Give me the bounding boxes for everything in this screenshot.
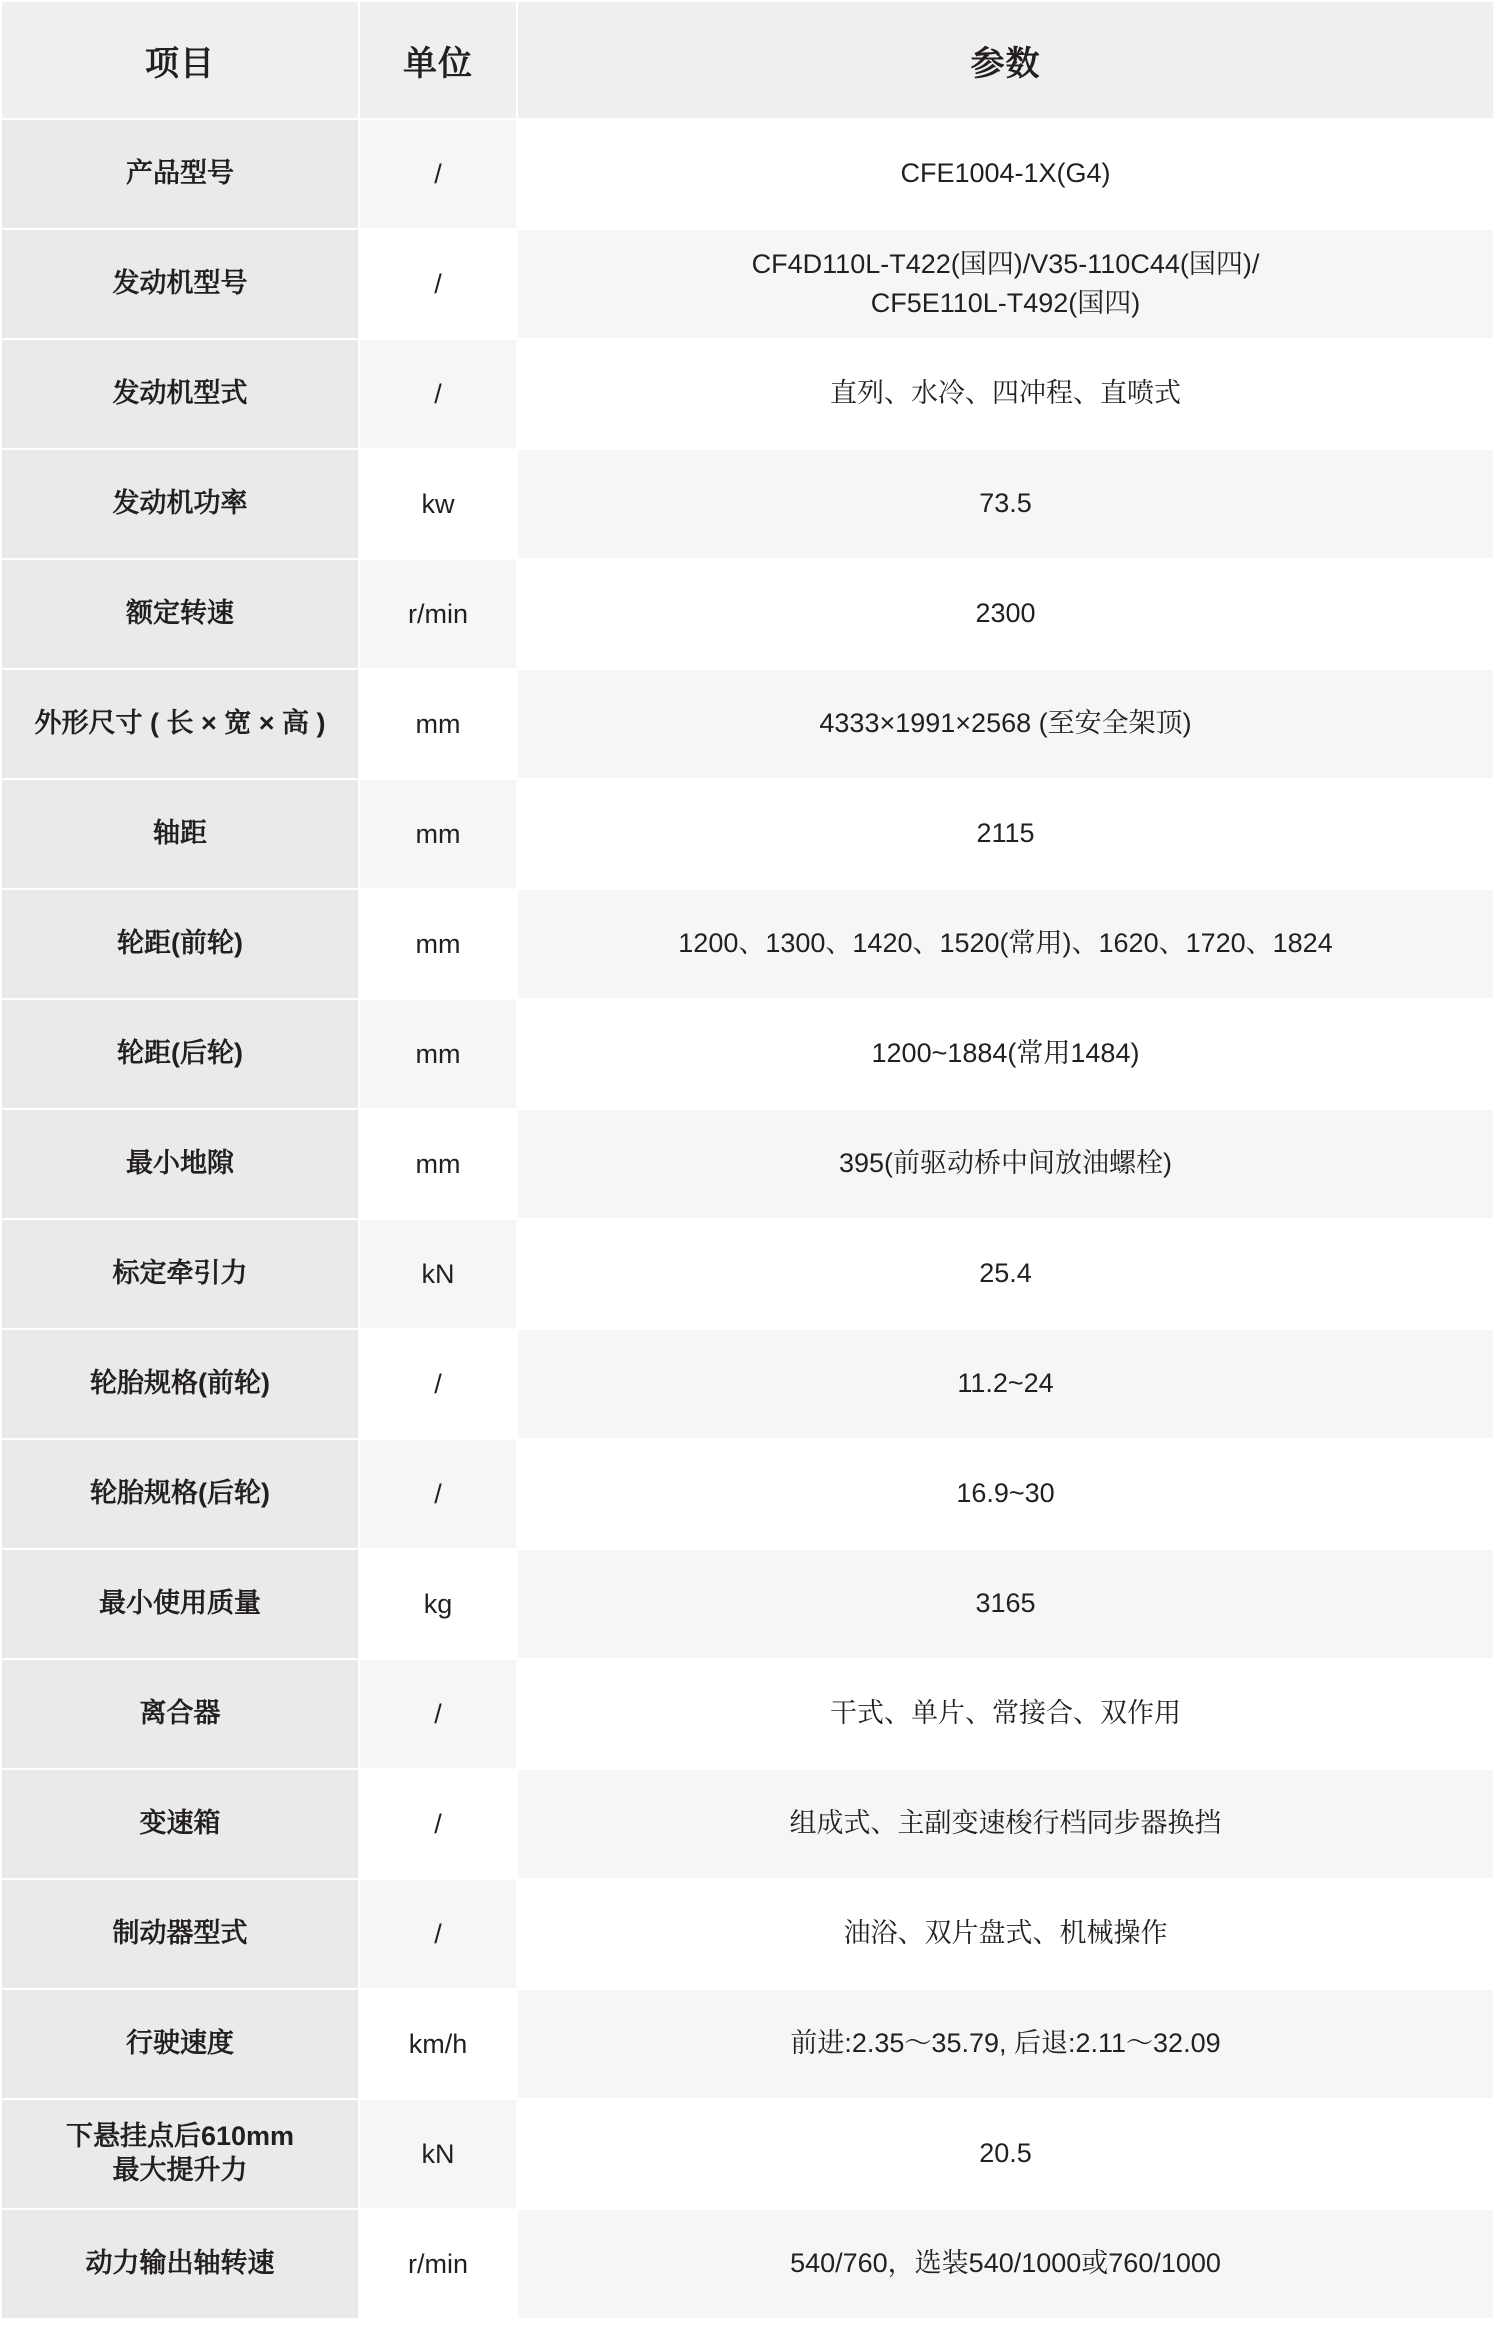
- table-row: [1, 1549, 1494, 1659]
- spec-parameter-value: 油浴、双片盘式、机械操作: [517, 1879, 1494, 1989]
- spec-unit-value: kN: [359, 1219, 517, 1329]
- spec-item-label: 发动机型号: [1, 229, 359, 339]
- spec-item-label: 行驶速度: [1, 1989, 359, 2099]
- table-row: [1, 1109, 1494, 1219]
- table-row: [1, 1989, 1494, 2099]
- table-row: [1, 1879, 1494, 1989]
- table-row: [1, 119, 1494, 229]
- spec-item-label: 发动机型式: [1, 339, 359, 449]
- spec-item-label: 下悬挂点后610mm 最大提升力: [1, 2099, 359, 2209]
- spec-parameter-value: 11.2~24: [517, 1329, 1494, 1439]
- spec-unit-value: mm: [359, 889, 517, 999]
- column-header-item: 项目: [1, 1, 359, 119]
- column-header-parameter: 参数: [517, 1, 1494, 119]
- spec-item-label: 最小地隙: [1, 1109, 359, 1219]
- spec-parameter-value: 25.4: [517, 1219, 1494, 1329]
- spec-unit-value: /: [359, 229, 517, 339]
- spec-unit-value: /: [359, 119, 517, 229]
- table-body: [1, 119, 1494, 2319]
- spec-parameter-value: 1200、1300、1420、1520(常用)、1620、1720、1824: [517, 889, 1494, 999]
- spec-unit-value: km/h: [359, 1989, 517, 2099]
- spec-unit-value: kw: [359, 449, 517, 559]
- spec-unit-value: /: [359, 339, 517, 449]
- spec-unit-value: r/min: [359, 559, 517, 669]
- spec-unit-value: mm: [359, 779, 517, 889]
- spec-item-label: 外形尺寸 ( 长 × 宽 × 高 ): [1, 669, 359, 779]
- spec-unit-value: kg: [359, 1549, 517, 1659]
- spec-item-label: 制动器型式: [1, 1879, 359, 1989]
- spec-parameter-value: 2300: [517, 559, 1494, 669]
- spec-unit-value: r/min: [359, 2209, 517, 2319]
- spec-item-label: 轮胎规格(后轮): [1, 1439, 359, 1549]
- spec-item-label: 轮胎规格(前轮): [1, 1329, 359, 1439]
- column-header-unit: 单位: [359, 1, 517, 119]
- spec-parameter-value: 干式、单片、常接合、双作用: [517, 1659, 1494, 1769]
- table-row: [1, 999, 1494, 1109]
- spec-item-label: 标定牵引力: [1, 1219, 359, 1329]
- table-row: [1, 1329, 1494, 1439]
- spec-parameter-value: CFE1004-1X(G4): [517, 119, 1494, 229]
- spec-item-label: 动力输出轴转速: [1, 2209, 359, 2319]
- table-row: [1, 339, 1494, 449]
- spec-parameter-value: 73.5: [517, 449, 1494, 559]
- spec-unit-value: /: [359, 1769, 517, 1879]
- table-row: [1, 1659, 1494, 1769]
- table-row: [1, 229, 1494, 339]
- spec-unit-value: mm: [359, 999, 517, 1109]
- spec-parameter-value: 4333×1991×2568 (至安全架顶): [517, 669, 1494, 779]
- table-row: [1, 779, 1494, 889]
- spec-unit-value: /: [359, 1879, 517, 1989]
- spec-unit-value: mm: [359, 669, 517, 779]
- spec-item-label: 离合器: [1, 1659, 359, 1769]
- table-row: [1, 2099, 1494, 2209]
- table-row: [1, 559, 1494, 669]
- table-row: [1, 1219, 1494, 1329]
- spec-item-label: 发动机功率: [1, 449, 359, 559]
- spec-parameter-value: 16.9~30: [517, 1439, 1494, 1549]
- table-row: [1, 449, 1494, 559]
- spec-parameter-value: 组成式、主副变速梭行档同步器换挡: [517, 1769, 1494, 1879]
- table-row: [1, 669, 1494, 779]
- spec-item-label: 额定转速: [1, 559, 359, 669]
- spec-item-label: 轮距(前轮): [1, 889, 359, 999]
- table-row: [1, 2209, 1494, 2319]
- spec-parameter-value: 1200~1884(常用1484): [517, 999, 1494, 1109]
- spec-parameter-value: 3165: [517, 1549, 1494, 1659]
- spec-parameter-value: 395(前驱动桥中间放油螺栓): [517, 1109, 1494, 1219]
- spec-parameter-value: 540/760，选装540/1000或760/1000: [517, 2209, 1494, 2319]
- spec-unit-value: /: [359, 1439, 517, 1549]
- spec-item-label: 最小使用质量: [1, 1549, 359, 1659]
- table-header-row: [1, 1, 1494, 119]
- table-row: [1, 1769, 1494, 1879]
- spec-item-label: 产品型号: [1, 119, 359, 229]
- spec-item-label: 轴距: [1, 779, 359, 889]
- spec-unit-value: /: [359, 1659, 517, 1769]
- spec-parameter-value: CF4D110L-T422(国四)/V35-110C44(国四)/ CF5E110L-T492(国四): [517, 229, 1494, 339]
- spec-parameter-value: 20.5: [517, 2099, 1494, 2209]
- table-row: [1, 1439, 1494, 1549]
- spec-item-label: 变速箱: [1, 1769, 359, 1879]
- spec-parameter-value: 2115: [517, 779, 1494, 889]
- spec-unit-value: kN: [359, 2099, 517, 2209]
- spec-unit-value: /: [359, 1329, 517, 1439]
- table-header: [1, 1, 1494, 119]
- spec-unit-value: mm: [359, 1109, 517, 1219]
- spec-item-label: 轮距(后轮): [1, 999, 359, 1109]
- spec-parameter-value: 直列、水冷、四冲程、直喷式: [517, 339, 1494, 449]
- spec-parameter-value: 前进:2.35～35.79, 后退:2.11～32.09: [517, 1989, 1494, 2099]
- table-row: [1, 889, 1494, 999]
